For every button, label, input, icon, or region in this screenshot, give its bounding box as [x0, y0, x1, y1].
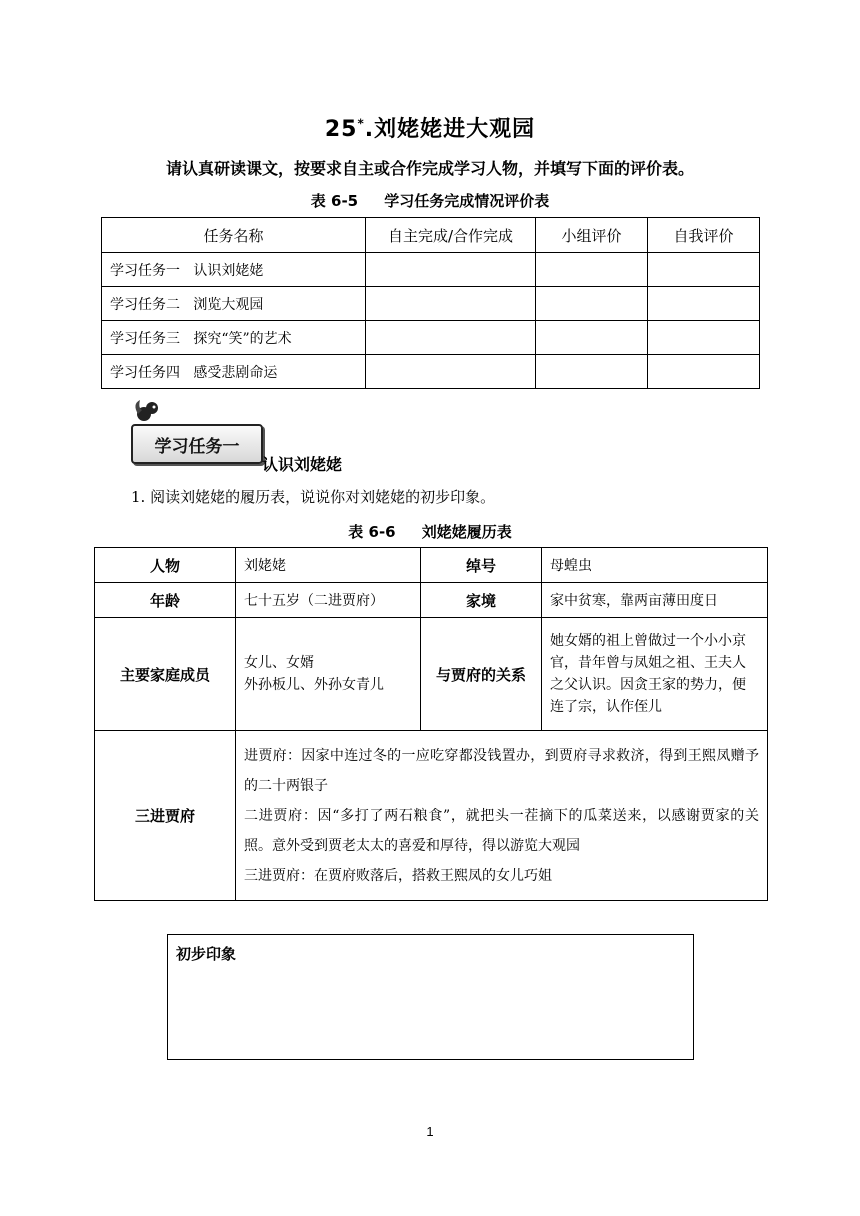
completion-cell[interactable]: [366, 287, 536, 321]
person-key: 人物: [95, 548, 236, 583]
family-members-line: 女儿、女婿: [244, 655, 314, 671]
squirrel-icon: [132, 398, 162, 426]
age-value: 七十五岁（二进贾府）: [236, 583, 421, 618]
table-row: [95, 618, 768, 731]
page-title: 25*.刘姥姥进大观园: [324, 116, 536, 142]
nickname-key: 绰号: [421, 548, 542, 583]
task-badge: 学习任务一: [131, 424, 263, 464]
age-key: 年龄: [95, 583, 236, 618]
table-header: 小组评价: [536, 218, 648, 253]
task-name-cell: 学习任务二 浏览大观园: [102, 287, 366, 321]
family-members-line: 外孙板儿、外孙女青儿: [244, 677, 384, 693]
task-name-cell: 学习任务四 感受悲剧命运: [102, 355, 366, 389]
group-eval-cell[interactable]: [536, 321, 648, 355]
completion-cell[interactable]: [366, 355, 536, 389]
table-header: 自主完成/合作完成: [366, 218, 536, 253]
relation-value: 她女婿的祖上曾做过一个小小京官，昔年曾与凤姐之祖、王夫人之父认识。因贪王家的势力，便连了宗，认作侄儿: [542, 618, 768, 731]
group-eval-cell[interactable]: [536, 287, 648, 321]
visit-text: 进贾府：因家中连过冬的一应吃穿都没钱置办，到贾府寻求救济，得到王熙凤赠予的二十两银子: [244, 747, 759, 794]
table-header-row: [102, 218, 760, 253]
table-header: 自我评价: [648, 218, 760, 253]
self-eval-cell[interactable]: [648, 253, 760, 287]
family-members-value: [236, 618, 421, 731]
impression-label: 初步印象: [176, 945, 237, 963]
question-text: 1. 阅读刘姥姥的履历表，说说你对刘姥姥的初步印象。: [131, 488, 496, 506]
group-eval-cell[interactable]: [536, 253, 648, 287]
page-number: 1: [426, 1124, 434, 1139]
table-row: [102, 287, 760, 321]
eval-table-caption: 表 6-5 学习任务完成情况评价表: [310, 192, 550, 210]
task-name-cell: 学习任务三 探究“笑”的艺术: [102, 321, 366, 355]
self-eval-cell[interactable]: [648, 287, 760, 321]
relation-key: 与贾府的关系: [421, 618, 542, 731]
table-row: [102, 321, 760, 355]
nickname-value: 母蝗虫: [542, 548, 768, 583]
self-eval-cell[interactable]: [648, 355, 760, 389]
visit-text: 二进贾府：因“多打了两石粮食”，就把头一茬摘下的瓜菜送来，以感谢贾家的关照。意外受到贾老太太的喜爱和厚待，得以游览大观园: [244, 807, 759, 854]
family-status-key: 家境: [421, 583, 542, 618]
completion-cell[interactable]: [366, 253, 536, 287]
table-header: 任务名称: [102, 218, 366, 253]
self-eval-cell[interactable]: [648, 321, 760, 355]
task-name-cell: 学习任务一 认识刘姥姥: [102, 253, 366, 287]
table-row: [102, 253, 760, 287]
person-value: 刘姥姥: [236, 548, 421, 583]
table-row: [95, 583, 768, 618]
table-row: [95, 731, 768, 901]
family-members-key: 主要家庭成员: [95, 618, 236, 731]
impression-box[interactable]: [167, 934, 694, 1060]
evaluation-table: [101, 217, 760, 389]
group-eval-cell[interactable]: [536, 355, 648, 389]
instruction-text: 请认真研读课文，按要求自主或合作完成学习人物，并填写下面的评价表。: [165, 159, 694, 178]
resume-table: [94, 547, 768, 901]
table-row: [95, 548, 768, 583]
task-heading: 认识刘姥姥: [262, 455, 343, 474]
visit-text: 三进贾府：在贾府败落后，搭救王熙凤的女儿巧姐: [244, 867, 552, 884]
visits-key: 三进贾府: [95, 731, 236, 901]
family-status-value: 家中贫寒，靠两亩薄田度日: [542, 583, 768, 618]
completion-cell[interactable]: [366, 321, 536, 355]
resume-table-caption: 表 6-6 刘姥姥履历表: [348, 523, 512, 541]
table-row: [102, 355, 760, 389]
visits-value: [236, 731, 768, 901]
